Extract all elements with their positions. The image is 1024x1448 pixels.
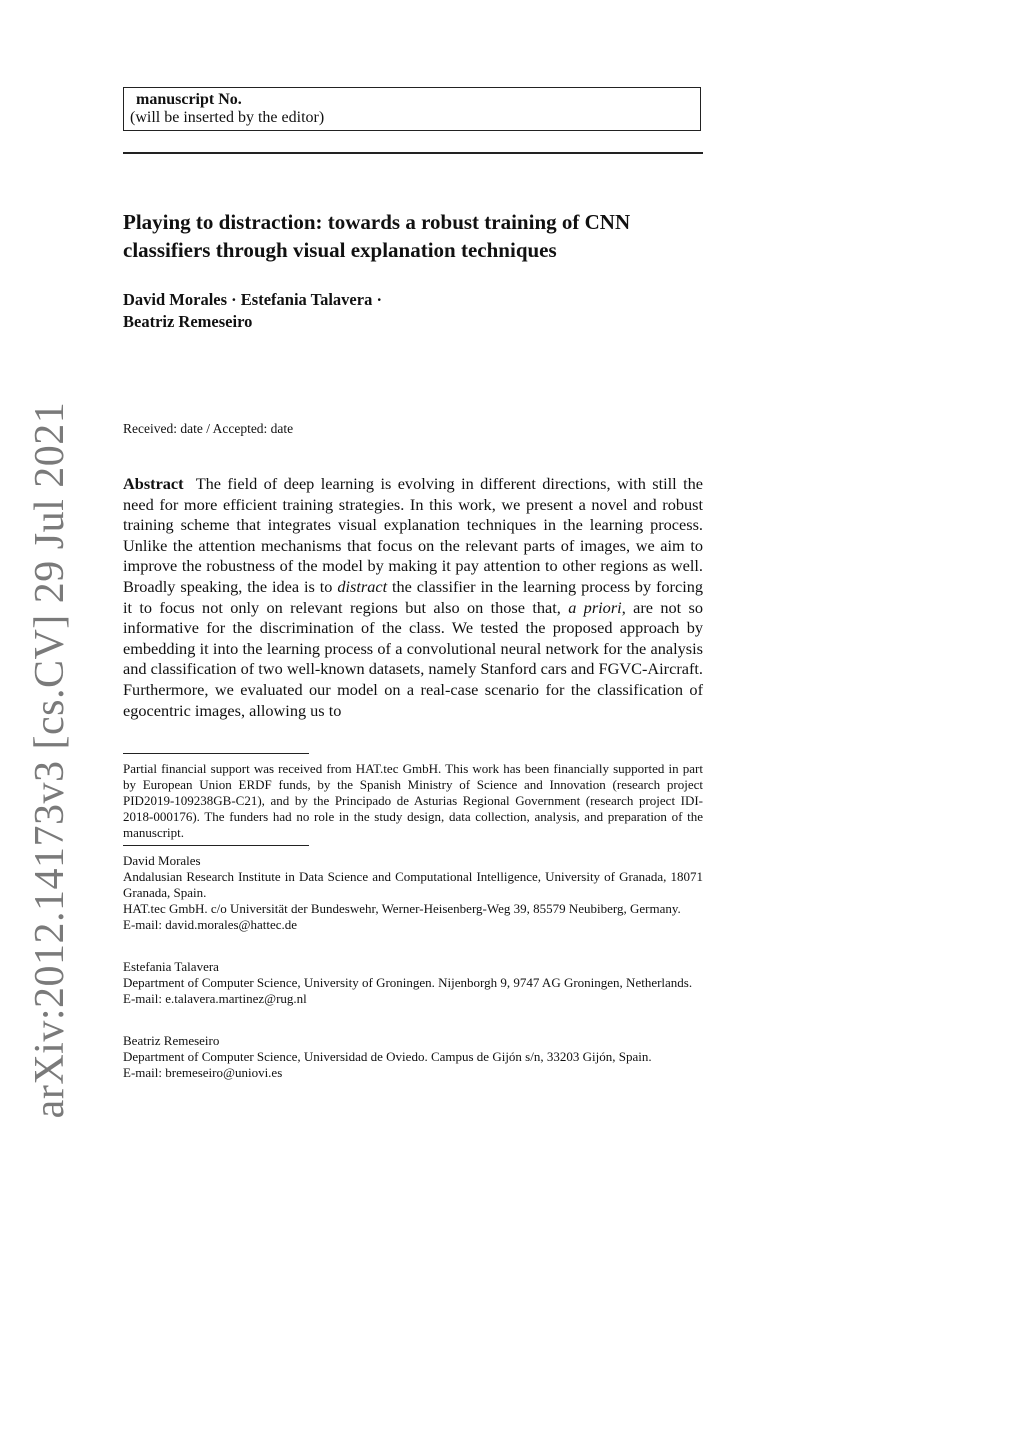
abstract-label: Abstract <box>123 474 184 493</box>
author-name-talavera: Estefania Talavera <box>123 959 219 974</box>
affiliation-text: Department of Computer Science, Universidad de Oviedo. Campus de Gijón s/n, 33203 Gijón, Spain. <box>123 1049 652 1064</box>
title-line-2: classifiers through visual explanation techniques <box>123 238 557 262</box>
author-name-morales: David Morales <box>123 853 201 868</box>
authors-line-1: David Morales · Estefania Talavera · <box>123 290 382 309</box>
abstract-emphasis-a-priori: a priori <box>568 597 622 617</box>
manuscript-box <box>123 87 701 131</box>
paper-title <box>123 208 713 264</box>
funding-footnote: Partial financial support was received from HAT.tec GmbH. This work has been financially supported in part by European Union ERDF funds, by the Spanish Ministry of Science and Innovation (research project PID2019-109238GB-C21), and by the Principado de Asturias Regional Government (research project IDI-2018-000176). The funders had no role in the study design, data collection, analysis, and preparation of the manuscript. <box>123 761 703 840</box>
abstract <box>123 474 703 721</box>
abstract-text-2: the classifier in the learning process by forcing it to focus not only on relevant regions but also on those that, <box>123 576 703 617</box>
author-list <box>123 289 703 333</box>
abstract-text-1: The field of deep learning is evolving in different directions, with still the need for more efficient training strategies. In this work, we present a novel and robust training scheme that integrates visual explanation techniques in the learning process. Unlike the attention mechanisms that focus on the relevant parts of images, we aim to improve the robustness of the model by making it pay attention to other regions as well. Broadly speaking, the idea is to <box>123 474 703 596</box>
manuscript-editor-note: (will be inserted by the editor) <box>130 109 325 126</box>
title-line-1: Playing to distraction: towards a robust training of CNN <box>123 210 631 234</box>
email-morales: E-mail: david.morales@hattec.de <box>123 917 298 932</box>
affiliation-text: Department of Computer Science, University of Groningen. Nijenborgh 9, 9747 AG Groningen, Netherlands. <box>123 975 693 990</box>
authors-line-2: Beatriz Remeseiro <box>123 312 253 331</box>
affiliation-remeseiro <box>123 1033 703 1081</box>
manuscript-number-label: manuscript No. <box>136 91 242 108</box>
affiliation-text: HAT.tec GmbH. c/o Universität der Bundeswehr, Werner-Heisenberg-Weg 39, 85579 Neubiberg, Germany. <box>123 901 681 916</box>
abstract-text-3: , are not so informative for the discrimination of the class. We tested the proposed approach by embedding it into the learning process of a convolutional neural network for the analysis and classification of two well-known datasets, namely Stanford cars and FGVC-Aircraft. Furthermore, we evaluated our model on a real-case scenario for the classification of egocentric images, allowing us to <box>123 597 703 720</box>
affiliation-talavera <box>123 959 703 1007</box>
affiliation-morales <box>123 853 703 933</box>
arxiv-side-stamp: arXiv:2012.14173v3 [cs.CV] 29 Jul 2021 <box>27 401 73 1119</box>
author-name-remeseiro: Beatriz Remeseiro <box>123 1033 220 1048</box>
email-talavera: E-mail: e.talavera.martinez@rug.nl <box>123 991 307 1006</box>
email-remeseiro: E-mail: bremeseiro@uniovi.es <box>123 1065 283 1080</box>
affiliation-text: Andalusian Research Institute in Data Science and Computational Intelligence, University of Granada, 18071 Granada, Spain. <box>123 869 703 900</box>
footnote-rule <box>123 753 309 754</box>
header-rule <box>123 152 703 154</box>
affiliation-rule <box>123 845 309 846</box>
received-accepted-dates: Received: date / Accepted: date <box>123 421 294 436</box>
abstract-emphasis-distract: distract <box>337 576 388 596</box>
